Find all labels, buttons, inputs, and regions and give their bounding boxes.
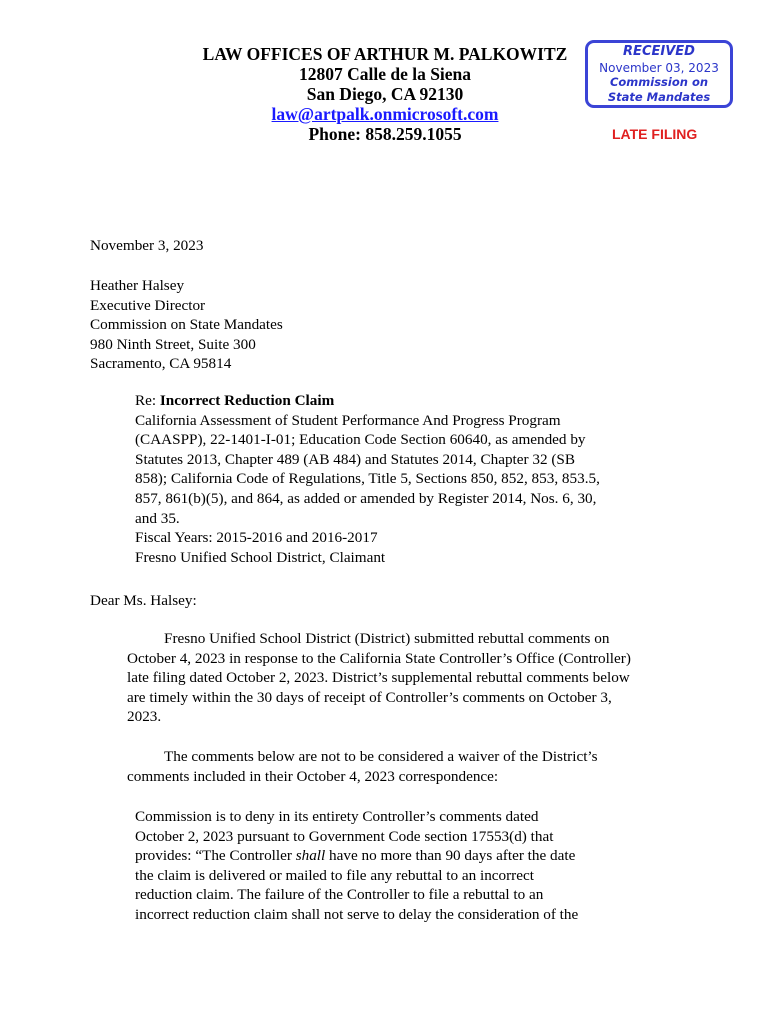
quote-text: provides: “The Controller bbox=[135, 847, 296, 865]
re-line: California Assessment of Student Performance And Progress Program bbox=[135, 411, 561, 429]
letter-date: November 3, 2023 bbox=[90, 237, 204, 254]
salutation: Dear Ms. Halsey: bbox=[90, 592, 197, 609]
letterhead bbox=[150, 44, 620, 144]
stamp-received-label: RECEIVED bbox=[623, 44, 695, 59]
received-stamp bbox=[585, 40, 733, 108]
re-title: Incorrect Reduction Claim bbox=[159, 392, 335, 409]
re-line: and 35. bbox=[135, 509, 180, 527]
paragraph-2 bbox=[90, 747, 605, 786]
recipient-address bbox=[90, 276, 610, 374]
re-prefix: Re: bbox=[135, 392, 160, 409]
re-block bbox=[135, 391, 610, 567]
re-heading bbox=[135, 391, 610, 411]
recipient-line: Executive Director bbox=[90, 296, 206, 314]
re-line: 858); California Code of Regulations, Title 5, Sections 850, 852, 853, 853.5, bbox=[135, 470, 600, 488]
quote-text: have no more than 90 days after the date bbox=[325, 847, 576, 865]
quote-line: reduction claim. The failure of the Controller to file a rebuttal to an bbox=[135, 886, 544, 904]
paragraph-line: Fresno Unified School District (District) submitted rebuttal comments on bbox=[164, 630, 610, 647]
quote-line: Commission is to deny in its entirety Controller’s comments dated bbox=[135, 808, 539, 825]
paragraph-line: are timely within the 30 days of receipt of Controller’s comments on October 3, bbox=[127, 688, 612, 706]
late-filing-label: LATE FILING bbox=[612, 126, 698, 142]
re-line: Fiscal Years: 2015-2016 and 2016-2017 bbox=[135, 529, 378, 547]
firm-phone: Phone: 858.259.1055 bbox=[308, 124, 462, 144]
recipient-line: Sacramento, CA 95814 bbox=[90, 355, 232, 373]
quote-line: the claim is delivered or mailed to file any rebuttal to an incorrect bbox=[135, 866, 534, 884]
paragraph-line: 2023. bbox=[127, 708, 162, 726]
firm-email-link[interactable]: law@artpalk.onmicrosoft.com bbox=[271, 104, 499, 124]
block-quote bbox=[135, 807, 580, 925]
firm-name: LAW OFFICES OF ARTHUR M. PALKOWITZ bbox=[202, 44, 568, 64]
recipient-line: 980 Ninth Street, Suite 300 bbox=[90, 335, 256, 353]
paragraph-line: The comments below are not to be considered a waiver of the District’s bbox=[164, 748, 598, 765]
re-line: Fresno Unified School District, Claimant bbox=[135, 548, 386, 566]
stamp-commission-line2: State Mandates bbox=[607, 90, 711, 104]
recipient-line: Heather Halsey bbox=[90, 277, 185, 294]
paragraph-line: October 4, 2023 in response to the California State Controller’s Office (Controller) bbox=[127, 649, 631, 667]
quote-line-3 bbox=[135, 846, 580, 866]
stamp-commission-line1: Commission on bbox=[609, 75, 709, 89]
paragraph-line: comments included in their October 4, 2023 correspondence: bbox=[127, 767, 499, 785]
paragraph-line: late filing dated October 2, 2023. District’s supplemental rebuttal comments below bbox=[127, 669, 630, 687]
quote-line: incorrect reduction claim shall not serve to delay the consideration of the bbox=[135, 905, 579, 923]
re-line: 857, 861(b)(5), and 864, as added or amended by Register 2014, Nos. 6, 30, bbox=[135, 489, 597, 507]
quote-emphasis: shall bbox=[295, 847, 326, 865]
re-line: (CAASPP), 22-1401-I-01; Education Code Section 60640, as amended by bbox=[135, 431, 586, 449]
re-line: Statutes 2013, Chapter 489 (AB 484) and Statutes 2014, Chapter 32 (SB bbox=[135, 450, 575, 468]
paragraph-1 bbox=[90, 629, 631, 727]
quote-line: October 2, 2023 pursuant to Government Code section 17553(d) that bbox=[135, 827, 554, 845]
firm-street: 12807 Calle de la Siena bbox=[298, 64, 472, 84]
stamp-date: November 03, 2023 bbox=[599, 61, 719, 75]
recipient-line: Commission on State Mandates bbox=[90, 316, 283, 334]
firm-city: San Diego, CA 92130 bbox=[306, 84, 464, 104]
